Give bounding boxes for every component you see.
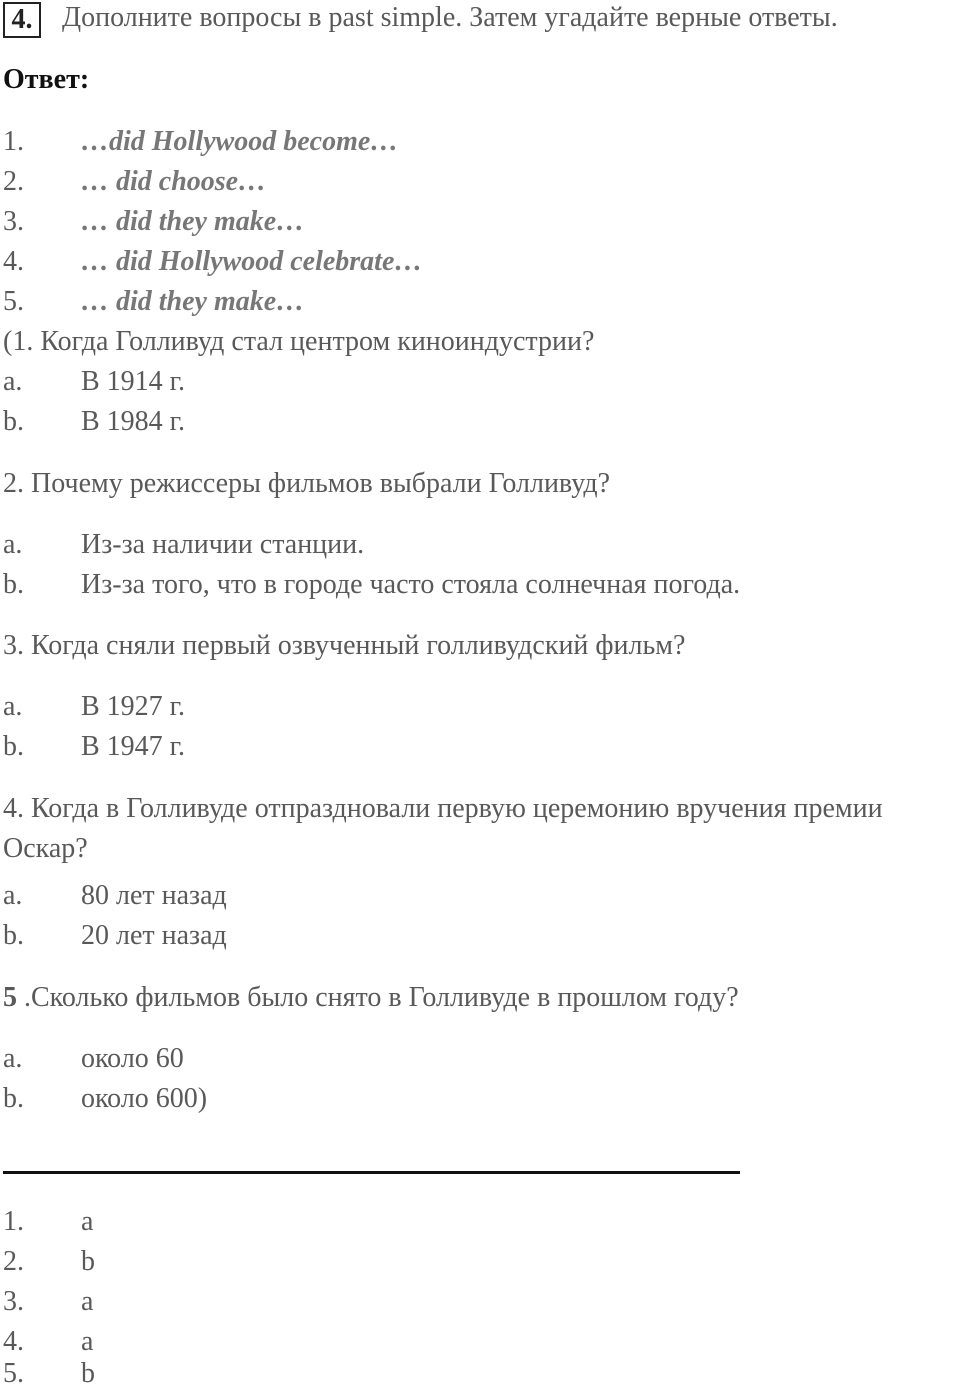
option-letter: b. — [3, 569, 24, 600]
answer-letter: a — [81, 1206, 94, 1237]
question-5-number: 5 — [3, 982, 17, 1013]
option-letter: a. — [3, 366, 23, 397]
option-text: 80 лет назад — [81, 880, 227, 911]
question-2: 2. Почему режиссеры фильмов выбрали Голливуд? — [3, 468, 611, 499]
answer-letter: a — [81, 1326, 94, 1357]
completion-number: 4. — [3, 246, 24, 277]
option-text: 20 лет назад — [81, 920, 227, 951]
answer-number: 4. — [3, 1326, 24, 1357]
question-5 — [3, 980, 739, 1016]
option-letter: b. — [3, 920, 24, 951]
option-text: около 600) — [81, 1083, 208, 1114]
answer-number: 3. — [3, 1286, 24, 1317]
option-letter: a. — [3, 1043, 23, 1074]
option-letter: b. — [3, 406, 24, 437]
question-4-line-2: Оскар? — [3, 833, 88, 864]
option-text: Из-за наличии станции. — [81, 529, 365, 560]
question-3: 3. Когда сняли первый озвученный голливудский фильм? — [3, 630, 686, 661]
completion-number: 5. — [3, 286, 24, 317]
completion-text: … did they make… — [81, 206, 305, 237]
divider-line — [3, 1171, 740, 1174]
answer-heading: Ответ: — [3, 64, 90, 95]
option-letter: a. — [3, 529, 23, 560]
option-text: В 1984 г. — [81, 406, 186, 437]
task-number-box: 4. — [3, 2, 41, 38]
answer-letter: a — [81, 1286, 94, 1317]
completion-number: 1. — [3, 126, 24, 157]
completion-number: 2. — [3, 166, 24, 197]
completion-text: …did Hollywood become… — [81, 126, 399, 157]
option-letter: a. — [3, 691, 23, 722]
option-letter: b. — [3, 731, 24, 762]
option-text: Из-за того, что в городе часто стояла солнечная погода. — [81, 569, 741, 600]
option-text: около 60 — [81, 1043, 184, 1074]
answer-number: 1. — [3, 1206, 24, 1237]
question-5-text: .Сколько фильмов было снято в Голливуде в прошлом году? — [17, 982, 739, 1013]
answer-number: 2. — [3, 1246, 24, 1277]
option-text: В 1927 г. — [81, 691, 186, 722]
completion-text: … did choose… — [81, 166, 267, 197]
answer-letter: b — [81, 1246, 95, 1277]
option-text: В 1947 г. — [81, 731, 186, 762]
answer-number: 5. — [3, 1358, 24, 1389]
option-letter: b. — [3, 1083, 24, 1114]
completion-text: … did Hollywood celebrate… — [81, 246, 423, 277]
task-instruction: Дополните вопросы в past simple. Затем угадайте верные ответы. — [62, 2, 838, 33]
question-1: (1. Когда Голливуд стал центром киноиндустрии? — [3, 326, 595, 357]
completion-number: 3. — [3, 206, 24, 237]
question-4-line-1: 4. Когда в Голливуде отпраздновали первую церемонию вручения премии — [3, 793, 883, 824]
answer-letter: b — [81, 1358, 95, 1389]
option-text: В 1914 г. — [81, 366, 186, 397]
completion-text: … did they make… — [81, 286, 305, 317]
option-letter: a. — [3, 880, 23, 911]
